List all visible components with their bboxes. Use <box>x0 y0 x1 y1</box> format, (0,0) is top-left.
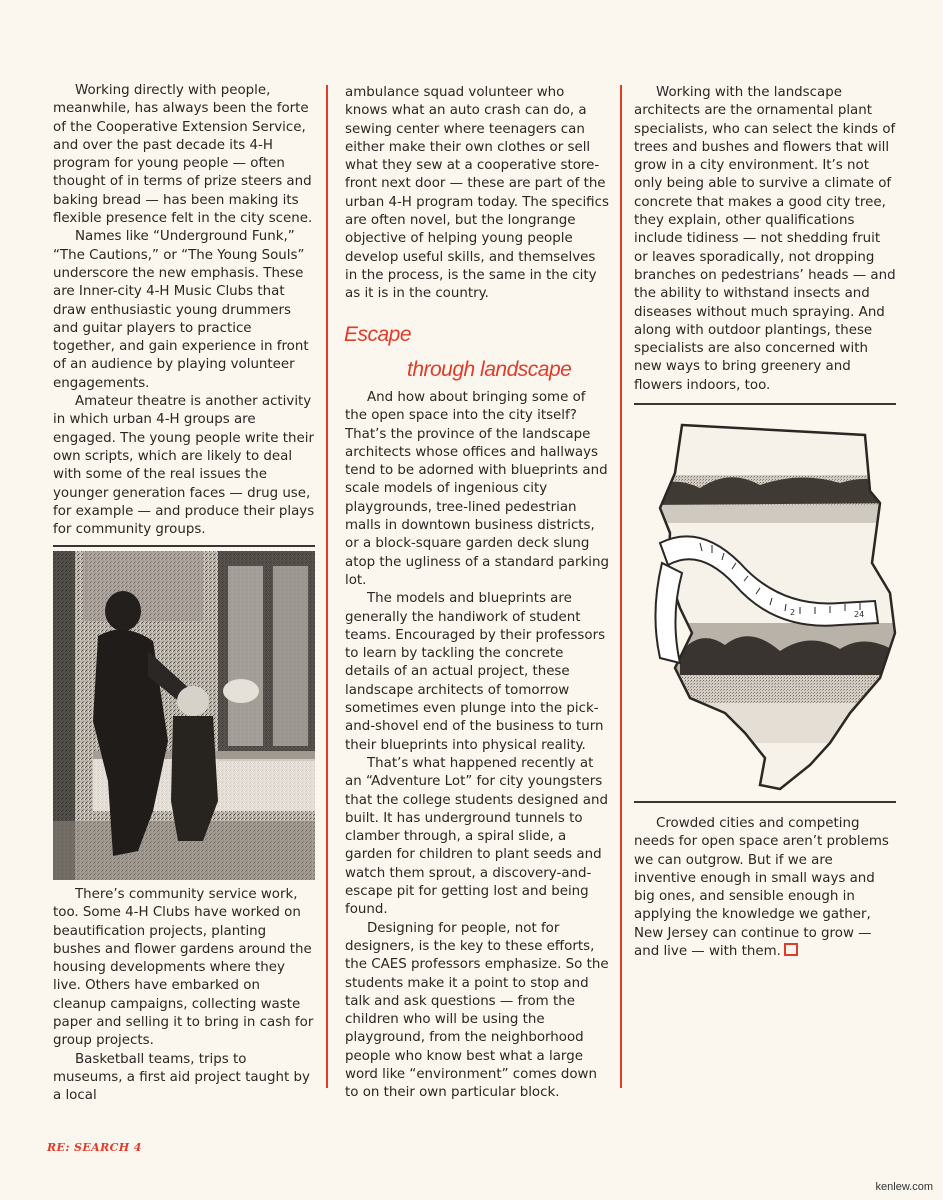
column-1-top <box>53 82 316 539</box>
paragraph: That’s what happened recently at an “Adventure Lot” for city youngsters that the college students designed and built. It has underground tunnels to clamber through, a spiral slide, a garden for children to plant seeds and watch them sprout, a discovery-and-escape pit for getting lost and being found. <box>345 755 608 918</box>
column-3-bottom <box>634 815 896 961</box>
map-graphic <box>640 413 910 796</box>
watermark-credit: kenlew.com <box>875 1181 933 1193</box>
column-rule-right <box>620 85 622 1088</box>
paragraph: Working with the landscape architects are the ornamental plant specialists, who can select the kinds of trees and bushes and flowers that will grow in a city environment. It’s not only being able to survive a climate of concrete that makes a good city tree, they explain, other qualifications include tidiness — not shedding fruit or leaves sporadically, not dropping branches on pedestrians’ heads — and the ability to withstand insects and diseases without much spraying. And along with outdoor plantings, these specialists are also concerned with new ways to bring greenery and flowers indoors, too. <box>634 85 896 393</box>
paragraph: Amateur theatre is another activity in which urban 4-H groups are engaged. The young people write their own scripts, which are likely to deal with some of the real issues the younger generation faces — drug use, for example — and produce their plays for community groups. <box>53 394 315 538</box>
column-2-body <box>345 389 610 1103</box>
page-footer: RE: SEARCH 4 <box>47 1141 142 1154</box>
paragraph: Names like “Underground Funk,” “The Cautions,” or “The Young Souls” underscore the new emphasis. These are Inner-city 4-H Music Clubs that draw enthusiastic young drummers and guitar players to practice together, and gain experience in front of an audience by playing volunteer engagements. <box>53 229 309 391</box>
tape-number: 24 <box>854 610 865 619</box>
paragraph: The models and blueprints are generally the handiwork of student teams. Encouraged by their professors to learn by tackling the concrete details of an actual project, these landscape architects of tomorrow sometimes even plunge into the pick-and-shovel end of the business to turn their blueprints into physical reality. <box>345 591 606 753</box>
column-rule-left <box>326 85 328 1088</box>
paragraph: ambulance squad volunteer who knows what an auto crash can do, a sewing center where teenagers can either make their own clothes or sell what they sew at a cooperative store-front next door — these are part of the urban 4-H program today. The specifics are often novel, but the longrange objective of helping young people develop useful skills, and themselves in the process, is the same in the city as it is in the country. <box>345 85 609 302</box>
paragraph: And how about bringing some of the open space into the city itself? That’s the province of the landscape architects whose offices and hallways tend to be adorned with blueprints and scale models of ingenious city playgrounds, tree-lined pedestrian malls in downtown business districts, or a block-square garden deck slung atop the ugliness of a standard parking lot. <box>345 390 609 588</box>
column-1-bottom <box>53 886 316 1106</box>
paragraph: Basketball teams, trips to museums, a first aid project taught by a local <box>53 1051 310 1104</box>
section-heading-line-2: through landscape <box>407 358 572 381</box>
paragraph <box>634 815 896 961</box>
paragraph: Working directly with people, meanwhile, has always been the forte of the Cooperative Extension Service, and over the past decade its 4-H program for young people — often thought of in terms of prize steers and baking bread — has been making its flexible presence felt in the city scene. <box>53 83 313 227</box>
column-3-top <box>634 84 896 395</box>
section-heading-line-1: Escape <box>344 323 412 346</box>
new-jersey-map-illustration <box>640 413 910 796</box>
divider-rule <box>634 801 896 803</box>
paragraph: There’s community service work, too. Some 4-H Clubs have worked on beautification projects, planting bushes and flower gardens around the housing developments where they live. Others have embarked on cleanup campaigns, collecting waste paper and selling it to bring in cash for group projects. <box>53 887 314 1049</box>
end-mark-icon <box>784 943 798 956</box>
tape-number: 2 <box>790 608 796 617</box>
column-2-top <box>345 84 610 304</box>
closing-text: Crowded cities and competing needs for open space aren’t problems we can outgrow. But if we are inventive enough in small ways and big ones, and sensible enough in applying the knowledge we gather, New Jersey can continue to grow — and live — with them. <box>634 816 889 960</box>
divider-rule <box>53 545 315 547</box>
photo-graphic <box>53 551 315 880</box>
paragraph: Designing for people, not for designers, is the key to these efforts, the CAES professors emphasize. So the students make it a point to stop and talk and ask questions — from the children who will be using the playground, from the neighborhood people who know best what a large word like “environment” comes down to on their own particular block. <box>345 920 609 1101</box>
divider-rule <box>634 403 896 405</box>
photo-man-with-child-at-planter <box>53 551 315 880</box>
